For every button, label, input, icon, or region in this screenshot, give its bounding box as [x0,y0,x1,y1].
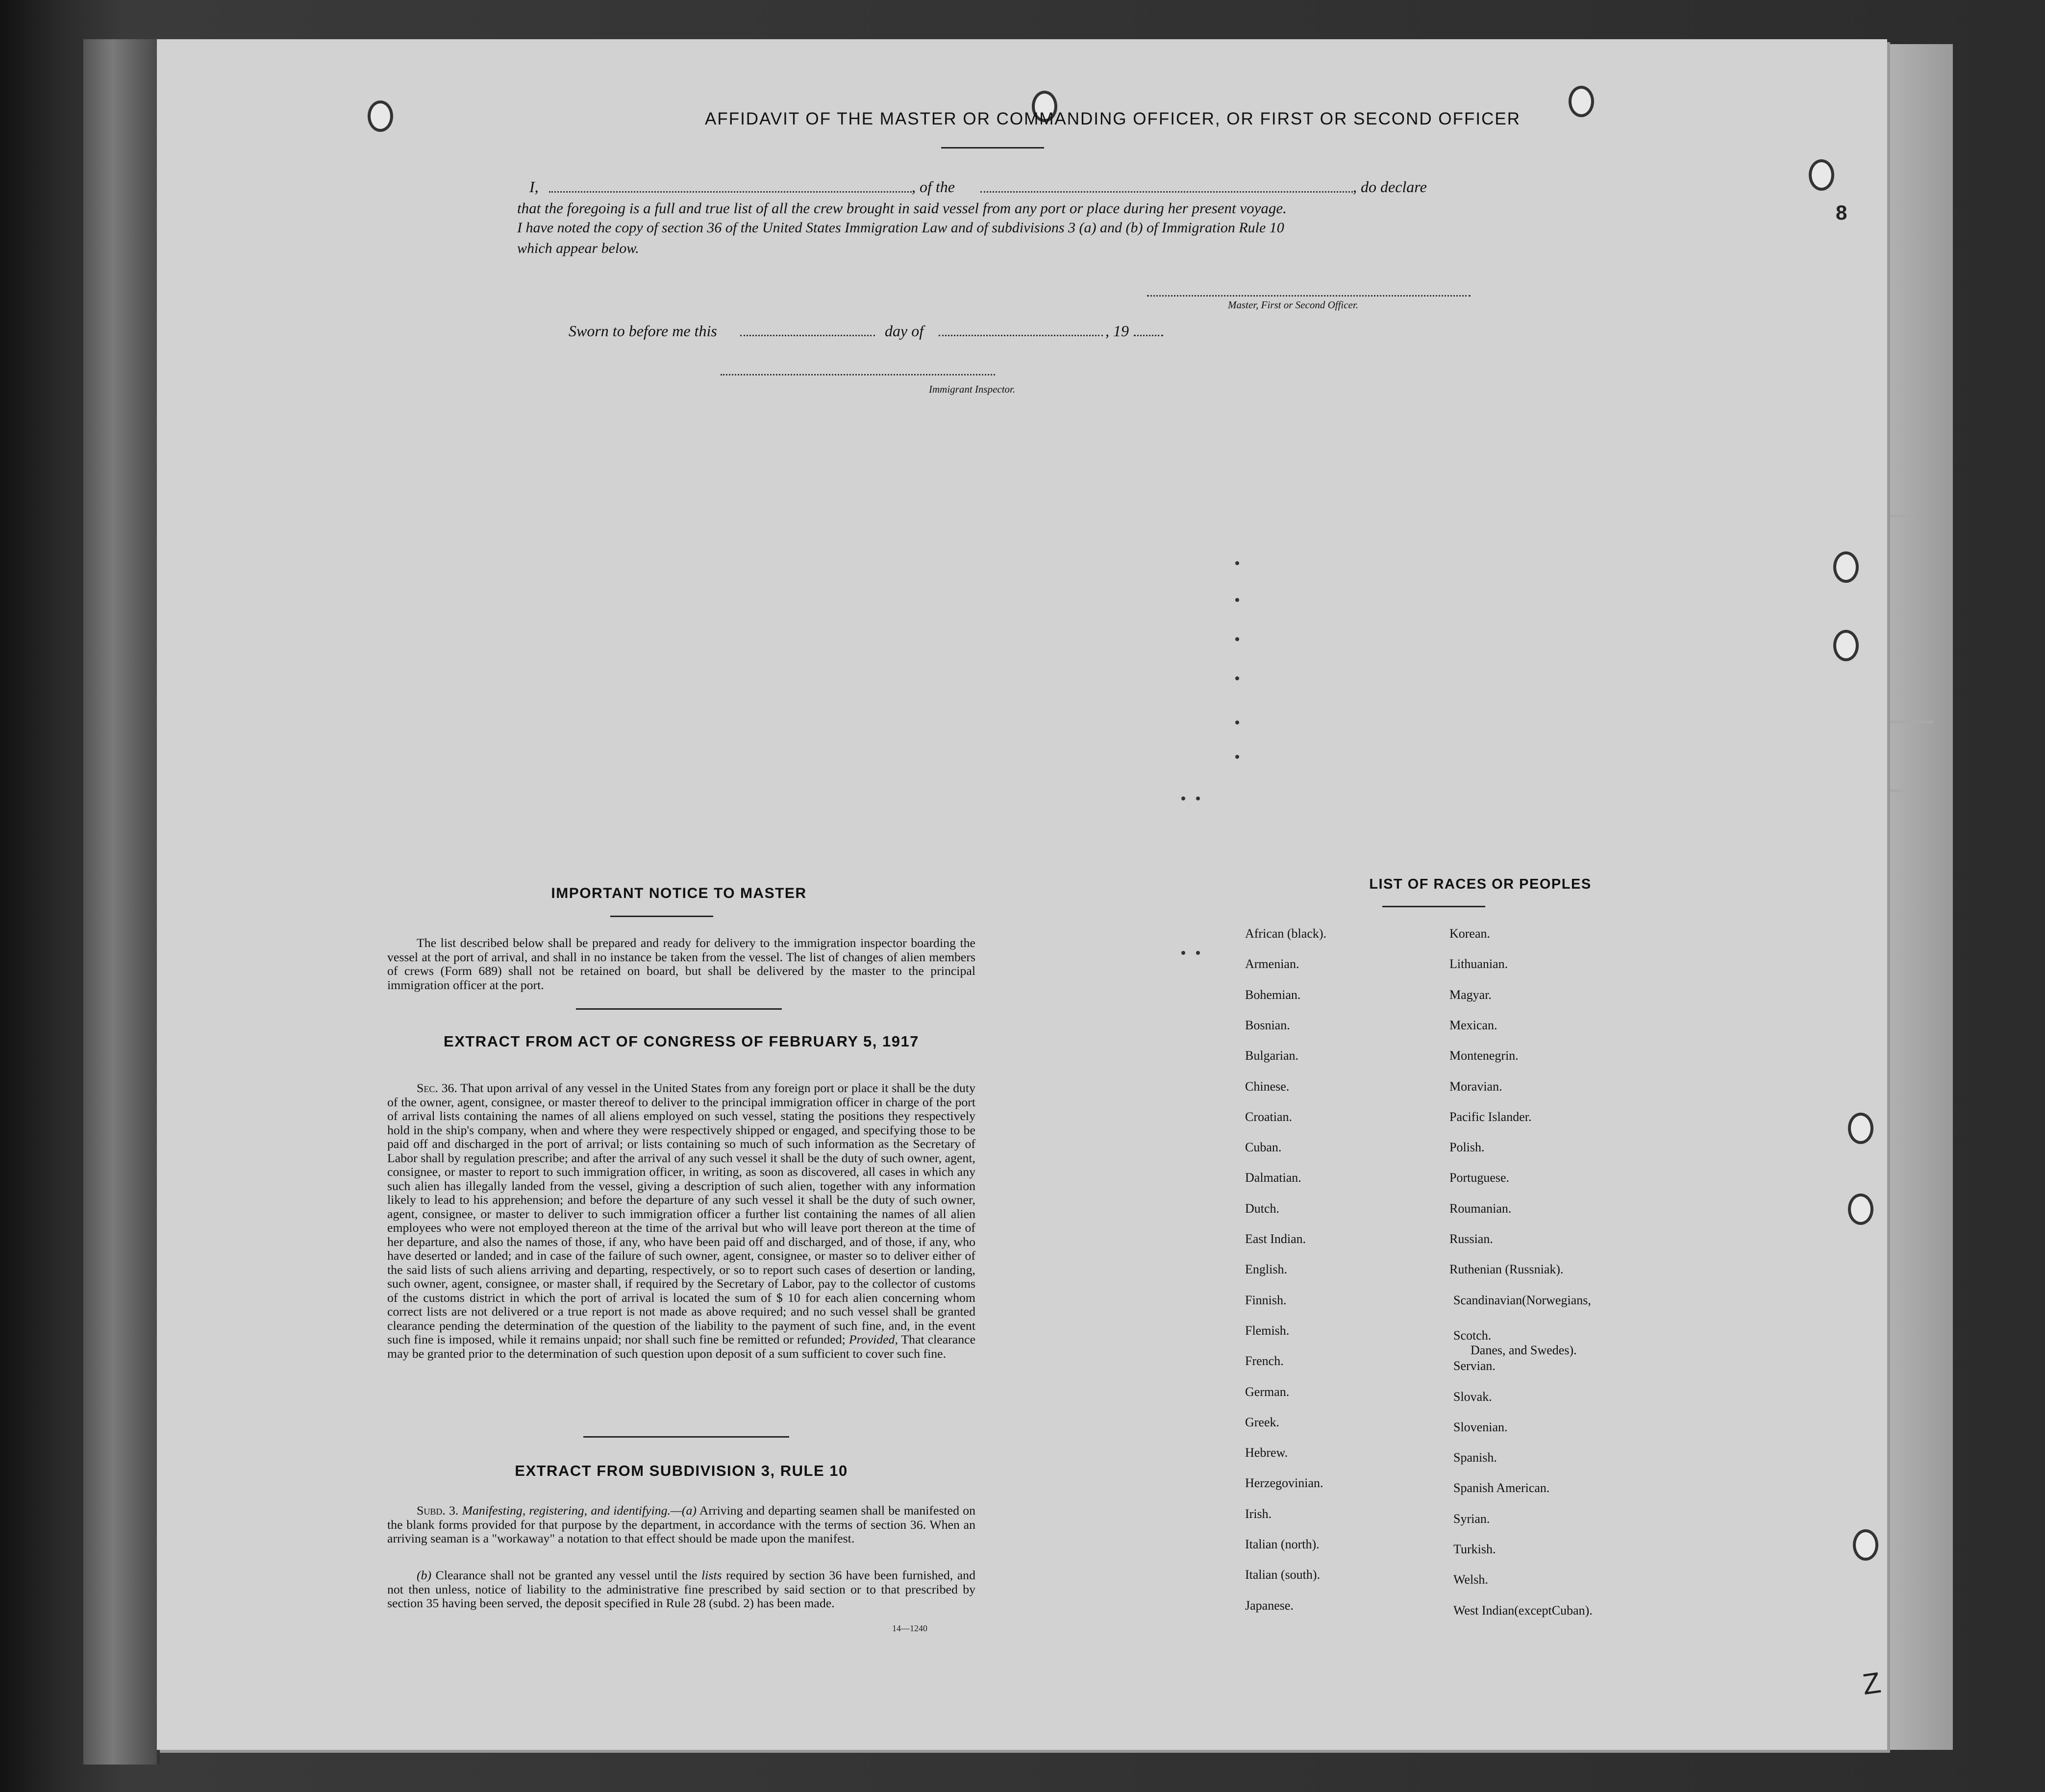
inspector-signature-blank [721,374,995,375]
race-item: Syrian. [1453,1511,1490,1526]
race-item: Polish. [1449,1140,1485,1155]
race-item: English. [1245,1262,1287,1277]
binder-hole [1833,551,1859,583]
binder-hole [1853,1529,1878,1561]
title-rule [941,147,1044,149]
race-item: Greek. [1245,1415,1280,1429]
binder-hole [1848,1194,1873,1225]
affidavit-declare-label: , do declare [1353,178,1427,196]
races-heading: LIST OF RACES OR PEOPLES [1369,876,1592,892]
race-item: Bosnian. [1245,1018,1290,1032]
b-text-2: required by section 36 have been furnished, and not then unless, notice of liability to the administrative fine prescribed by said section or to that prescribed by section 35 having been served, the deposit specified in Rule 28 (subd. 2) has been made. [387,1568,975,1610]
name-blank [549,191,912,193]
sworn-year-blank [1134,335,1163,336]
race-item: Montenegrin. [1449,1048,1519,1063]
binder-strip [83,39,160,1765]
race-item: Magyar. [1449,987,1492,1002]
rule10-heading: EXTRACT FROM SUBDIVISION 3, RULE 10 [515,1462,848,1479]
act-rule-bottom [583,1436,789,1438]
sworn-day-blank [740,335,875,336]
binder-hole [1833,630,1859,661]
race-item: Bohemian. [1245,987,1301,1002]
race-item: East Indian. [1245,1232,1306,1246]
race-item: Lithuanian. [1449,957,1508,971]
race-item: Bulgarian. [1245,1048,1299,1063]
race-item: African (black). [1245,926,1327,941]
b-label: (b) [417,1568,432,1582]
race-item: Slovenian. [1453,1419,1508,1434]
race-item: Welsh. [1453,1572,1488,1587]
race-item: Korean. [1449,926,1491,941]
race-item: Italian (north). [1245,1537,1320,1551]
race-item: Moravian. [1449,1079,1502,1094]
race-item: Pacific Islander. [1449,1109,1532,1124]
race-item: Cuban. [1245,1140,1282,1155]
race-item: Chinese. [1245,1079,1290,1094]
sworn-prefix: Sworn to before me this [569,322,717,340]
subd-title: Manifesting, registering, and identifying.—(a) [462,1503,697,1518]
subd-text: Arriving and departing seamen shall be manifested on the blank forms provided for that purpose by the department, in accordance with the terms of section 36. When an arriving seaman is a "workaway" a notation to that effect should be made upon the manifest. [387,1503,975,1545]
b-text-1: Clearance shall not be granted any vessel until the [435,1568,698,1582]
act-sec-label: Sec. 36. [417,1081,457,1095]
affidavit-title: AFFIDAVIT OF THE MASTER OR COMMANDING OFFICER, OR FIRST OR SECOND OFFICER [704,109,1521,128]
act-heading: EXTRACT FROM ACT OF CONGRESS OF FEBRUARY 5, 1917 [444,1033,919,1050]
act-body: That upon arrival of any vessel in the United States from any foreign port or place it shall be the duty of the owner, agent, consignee, or master thereof to deliver to the principal immigration officer in charge of the port of arrival lists containing the names of all aliens employed on such vessel, stating the positions they respectively hold in the ship's company, when and where they were respectively shipped or engaged, and specifying those to be paid off and discharged in the port of arrival; or lists containing so much of such information as the Secretary of Labor shall by regulation prescribe; and after the arrival of any such vessel it shall be the duty of such owner, agent, consignee, or master to report to such immigration officer, in writing, as soon as discovered, all cases in which any such alien has illegally landed from the vessel, giving a description of such alien, together with any information likely to lead to his apprehension; and before the departure of any such vessel it shall be the duty of such owner, agent, consignee, or master to deliver to such immigration officer a further list containing the names of all alien employees who were not employed thereon at the time of the arrival but who will leave port thereon at the time of her departure, and also the names of those, if any, who have been paid off and discharged, and of those, if any, who have deserted or landed; and in case of the failure of such owner, agent, consignee, or master so to deliver either of the said lists of such aliens arriving and departing, respectively, or so to report such cases of desertion or landing, such owner, agent, consignee, or master shall, if required by the Secretary of Labor, pay to the collector of customs of the customs district in which the port of arrival is located the sum of $ 10 for each alien concerning whom correct lists are not delivered or a true report is not made as above required; and no such vessel shall be granted clearance pending the determination of the question of the liability to the payment of such fine, and, in the event such fine is imposed, while it remains unpaid; nor shall such fine be remitted or refunded; [387,1081,976,1346]
race-item: Portuguese. [1449,1170,1510,1185]
form-number: 14—1240 [892,1623,927,1633]
race-item: Hebrew. [1245,1445,1288,1460]
affidavit-i-label: I, [529,178,539,196]
race-item: Japanese. [1245,1598,1294,1613]
act-body-end: That clearance may be granted prior to the determination of such question upon deposit of a sum sufficient to cover such fine. [387,1332,976,1361]
rule10-subd-b [387,1568,975,1611]
race-item: Scandinavian(Norwegians, [1453,1293,1591,1307]
race-item: Servian. [1453,1359,1496,1373]
race-item: Croatian. [1245,1109,1293,1124]
sworn-month-blank [939,335,1103,336]
notice-heading: IMPORTANT NOTICE TO MASTER [551,885,807,901]
race-item: Spanish. [1453,1450,1497,1465]
sworn-day-of: day of [885,322,924,340]
corner-number-mark: 8 [1836,201,1847,224]
race-item: Roumanian. [1449,1201,1512,1216]
race-scandinavian-continued: Danes, and Swedes). [1471,1343,1577,1357]
binder-hole [1848,1113,1873,1144]
notice-rule-bottom [576,1008,782,1010]
subd-label: Subd. 3. [417,1503,459,1518]
affidavit-of-the-label: , of the [912,178,955,196]
race-item: Slovak. [1453,1389,1492,1404]
affidavit-statement-2: I have noted the copy of section 36 of the United States Immigration Law and of subdivisions 3 (a) and (b) of Immigration Rule 10 [517,220,1284,236]
races-rule [1382,906,1485,907]
race-item: Italian (south). [1245,1568,1321,1582]
vessel-blank [980,191,1353,193]
affidavit-statement-3: which appear below. [517,240,639,256]
race-item: Armenian. [1245,957,1299,971]
race-item: Finnish. [1245,1293,1287,1307]
race-item: Ruthenian (Russniak). [1449,1262,1564,1277]
binder-hole [368,100,393,132]
act-provided: Provided, [848,1332,898,1346]
sworn-year: , 19 [1105,322,1129,340]
race-item: Dalmatian. [1245,1170,1301,1185]
race-item: Dutch. [1245,1201,1280,1216]
race-item: Scotch. [1453,1328,1492,1343]
master-caption: Master, First or Second Officer. [1228,299,1358,311]
binder-hole [1809,159,1834,191]
notice-text: The list described below shall be prepared and ready for delivery to the immigration inspector boarding the vessel at the port of arrival, and shall in no instance be taken from the vessel. The list of changes of alien members of crews (Form 689) shall not be retained on board, but shall be delivered by the master to the principal immigration officer at the port. [387,936,975,992]
race-item: Irish. [1245,1506,1272,1521]
race-item: Mexican. [1449,1018,1497,1032]
race-item: German. [1245,1384,1290,1399]
act-text [387,1081,975,1361]
race-item: Herzegovinian. [1245,1476,1323,1491]
notice-rule [610,916,713,917]
pencil-z-mark: Z [1860,1666,1883,1701]
rule10-subd3 [387,1504,975,1546]
manifest-page [157,39,1887,1750]
race-item: Flemish. [1245,1323,1290,1338]
b-lists: lists [701,1568,722,1582]
master-signature-blank [1147,295,1471,297]
race-item: Russian. [1449,1232,1493,1246]
race-item: French. [1245,1354,1284,1369]
inspector-caption: Immigrant Inspector. [929,383,1016,395]
race-item: West Indian(exceptCuban). [1453,1603,1593,1618]
race-item: Turkish. [1453,1542,1496,1556]
affidavit-statement: that the foregoing is a full and true list of all the crew brought in said vessel from any port or place during her present voyage. [517,199,1287,217]
race-item: Spanish American. [1453,1481,1550,1495]
